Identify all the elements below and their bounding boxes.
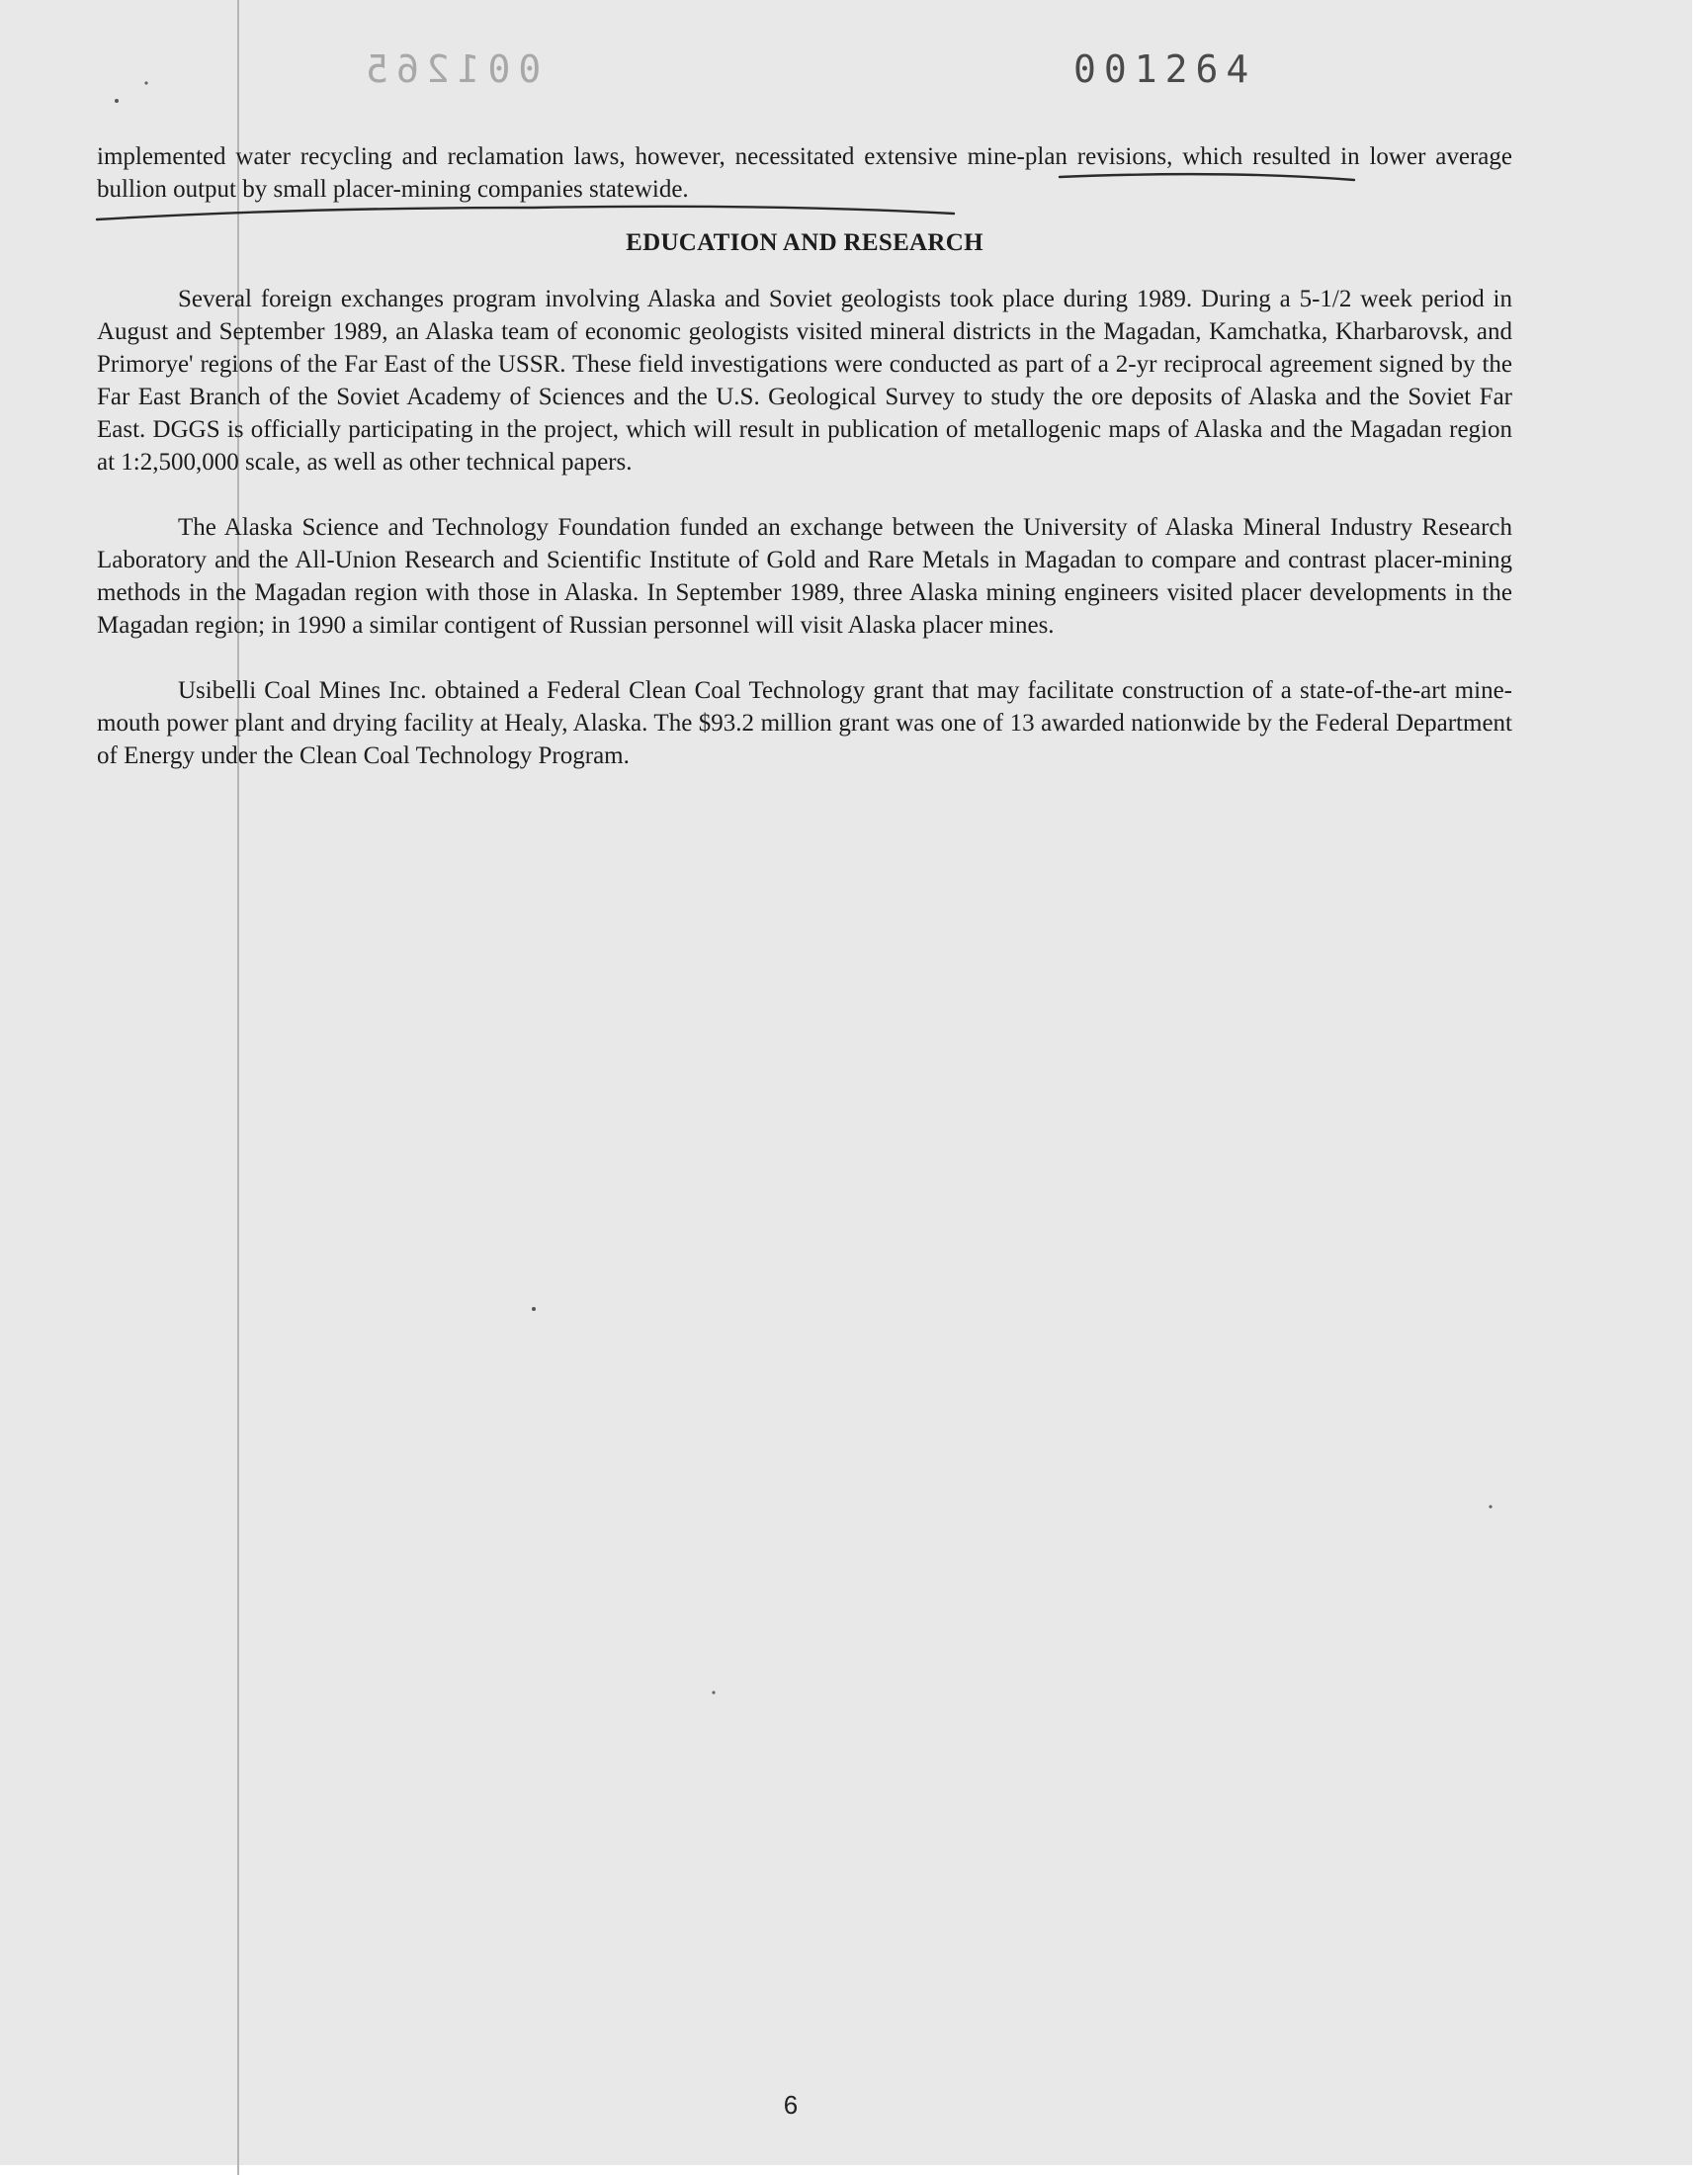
underline-mark-bullion [97,207,954,219]
paragraph-foundation: The Alaska Science and Technology Foundation funded an exchange between the University of Alaska Mineral Industry Research Laboratory and the All-Union Research and Scientific Institute of Gold and Rare Metals in Magadan to compare and contrast placer-mining methods in the Magadan region with those in Alaska. In September 1989, three Alaska mining engineers visited placer developments in the Magadan region; in 1990 a similar contigent of Russian personnel will visit Alaska placer mines. [97,514,1512,639]
speck-mark [1489,1505,1492,1508]
bleed-through-page-stamp: 001265 [358,47,542,91]
section-heading: EDUCATION AND RESEARCH [626,229,983,256]
page-stamp-number: 001264 [1073,47,1257,91]
paragraph-exchanges: Several foreign exchanges program involving Alaska and Soviet geologists took place during 1989. During a 5-1/2 week period in August and September 1989, an Alaska team of economic geologists visited mineral districts in the Magadan, Kamchatka, Kharbarovsk, and Primorye' regions of the Far East of the USSR. These field investigations were conducted as part of a 2-yr reciprocal agreement signed by the Far East Branch of the Soviet Academy of Sciences and the U.S. Geological Survey to study the ore deposits of Alaska and the Soviet Far East. DGGS is officially participating in the project, which will result in publication of metallogenic maps of Alaska and the Magadan region at 1:2,500,000 scale, as well as other technical papers. [97,286,1512,476]
speck-mark [532,1307,536,1311]
speck-mark [712,1691,715,1694]
page-number: 6 [783,2090,799,2120]
speck-mark [144,81,147,84]
speck-mark [115,99,119,103]
continuation-paragraph: implemented water recycling and reclamation laws, however, necessitated extensive mine-plan revisions, which resulted in lower average bullion output by small placer-mining companies statewide. [97,143,1512,203]
underline-mark-mine-plan [1060,174,1354,180]
paragraph-clean-coal: Usibelli Coal Mines Inc. obtained a Federal Clean Coal Technology grant that may facilitate construction of a state-of-the-art mine-mouth power plant and drying facility at Healy, Alaska. The $93.2 million grant was one of 13 awarded nationwide by the Federal Department of Energy under the Clean Coal Technology Program. [97,677,1512,769]
